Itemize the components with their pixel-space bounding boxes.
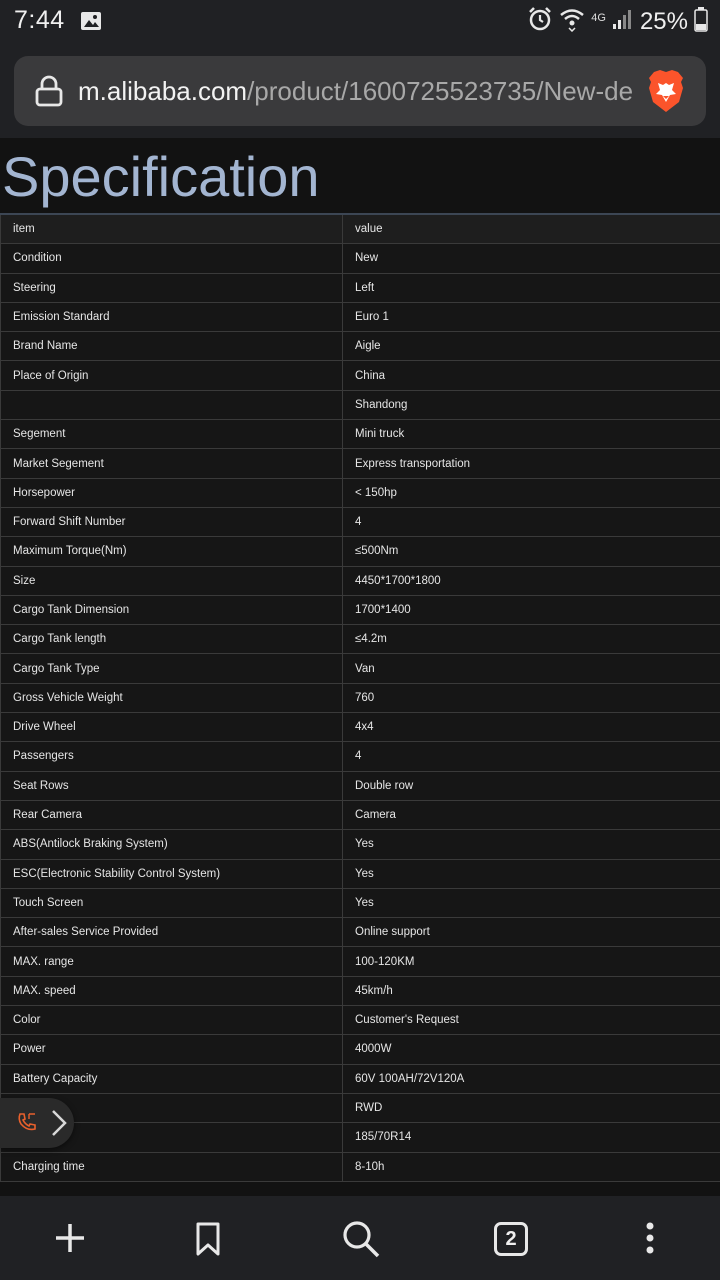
- brave-shields-icon[interactable]: [646, 68, 686, 119]
- row-value-cell: Shandong: [343, 390, 720, 419]
- row-value-cell: 4: [343, 507, 720, 536]
- row-item-cell: Gross Vehicle Weight: [1, 683, 343, 712]
- table-row: [1, 595, 720, 624]
- header-item: item: [1, 214, 343, 244]
- table-row: [1, 800, 720, 829]
- url-text[interactable]: [78, 76, 640, 107]
- table-row: [1, 1035, 720, 1064]
- row-value-cell: Euro 1: [343, 302, 720, 331]
- table-row: [1, 420, 720, 449]
- row-value-cell: Express transportation: [343, 449, 720, 478]
- row-value-cell: 4: [343, 742, 720, 771]
- row-value-cell: Camera: [343, 800, 720, 829]
- table-row: [1, 947, 720, 976]
- table-row: [1, 976, 720, 1005]
- row-value-cell: < 150hp: [343, 478, 720, 507]
- row-item-cell: Cargo Tank Type: [1, 654, 343, 683]
- phone-call-icon[interactable]: [16, 1111, 38, 1138]
- table-row: [1, 1093, 720, 1122]
- row-item-cell: Seat Rows: [1, 771, 343, 800]
- row-value-cell: ≤4.2m: [343, 625, 720, 654]
- address-bar[interactable]: [14, 56, 706, 126]
- row-item-cell: Place of Origin: [1, 361, 343, 390]
- table-row: [1, 273, 720, 302]
- row-item-cell: ABS(Antilock Braking System): [1, 830, 343, 859]
- table-row: [1, 683, 720, 712]
- gallery-notification-icon: [80, 10, 102, 37]
- row-value-cell: 100-120KM: [343, 947, 720, 976]
- row-value-cell: Double row: [343, 771, 720, 800]
- row-value-cell: ≤500Nm: [343, 537, 720, 566]
- floating-call-widget[interactable]: [0, 1098, 74, 1148]
- specification-table: [0, 213, 720, 1182]
- row-item-cell: [1, 390, 343, 419]
- row-item-cell: Forward Shift Number: [1, 507, 343, 536]
- table-row: [1, 742, 720, 771]
- row-item-cell: Cargo Tank length: [1, 625, 343, 654]
- network-type: 4G: [591, 11, 606, 24]
- url-path: /product/1600725523735/New-de: [247, 76, 634, 106]
- row-value-cell: Yes: [343, 888, 720, 917]
- row-item-cell: Passengers: [1, 742, 343, 771]
- header-value: value: [343, 214, 720, 244]
- row-value-cell: China: [343, 361, 720, 390]
- row-item-cell: MAX. speed: [1, 976, 343, 1005]
- row-value-cell: 1700*1400: [343, 595, 720, 624]
- row-item-cell: Cargo Tank Dimension: [1, 595, 343, 624]
- row-item-cell: Color: [1, 1006, 343, 1035]
- table-row: [1, 1064, 720, 1093]
- row-item-cell: MAX. range: [1, 947, 343, 976]
- search-icon[interactable]: [338, 1216, 382, 1260]
- row-item-cell: Steering: [1, 273, 343, 302]
- table-row: [1, 1123, 720, 1152]
- browser-toolbar: [0, 46, 720, 138]
- row-item-cell: Rear Camera: [1, 800, 343, 829]
- table-row: [1, 537, 720, 566]
- table-row: [1, 390, 720, 419]
- row-item-cell: Brand Name: [1, 332, 343, 361]
- row-value-cell: 185/70R14: [343, 1123, 720, 1152]
- chevron-right-icon[interactable]: [50, 1108, 68, 1143]
- table-row: [1, 654, 720, 683]
- row-item-cell: Touch Screen: [1, 888, 343, 917]
- row-item-cell: Segement: [1, 420, 343, 449]
- table-header-row: [1, 214, 720, 244]
- row-value-cell: Customer's Request: [343, 1006, 720, 1035]
- row-value-cell: Aigle: [343, 332, 720, 361]
- row-item-cell: Size: [1, 566, 343, 595]
- row-value-cell: 4000W: [343, 1035, 720, 1064]
- status-bar: [0, 0, 720, 46]
- new-tab-plus-icon[interactable]: [48, 1216, 92, 1260]
- more-menu-icon[interactable]: [628, 1216, 672, 1260]
- battery-icon: [694, 6, 708, 37]
- row-value-cell: 8-10h: [343, 1152, 720, 1181]
- row-value-cell: Online support: [343, 918, 720, 947]
- row-item-cell: After-sales Service Provided: [1, 918, 343, 947]
- table-row: [1, 361, 720, 390]
- row-value-cell: Yes: [343, 859, 720, 888]
- row-value-cell: 760: [343, 683, 720, 712]
- row-value-cell: New: [343, 244, 720, 273]
- table-row: [1, 713, 720, 742]
- table-row: [1, 449, 720, 478]
- row-item-cell: Battery Capacity: [1, 1064, 343, 1093]
- tab-switcher-button[interactable]: 2: [494, 1222, 528, 1256]
- battery-percentage: 25%: [639, 7, 688, 35]
- page-title: Specification: [2, 145, 320, 208]
- row-value-cell: 45km/h: [343, 976, 720, 1005]
- table-row: [1, 830, 720, 859]
- url-host: m.alibaba.com: [78, 76, 248, 106]
- table-row: [1, 888, 720, 917]
- row-value-cell: Van: [343, 654, 720, 683]
- table-row: [1, 771, 720, 800]
- row-value-cell: Left: [343, 273, 720, 302]
- signal-icon: [612, 8, 634, 35]
- browser-bottom-bar: [0, 1196, 720, 1280]
- table-row: [1, 1152, 720, 1181]
- table-row: [1, 566, 720, 595]
- row-value-cell: RWD: [343, 1093, 720, 1122]
- bookmark-icon[interactable]: [186, 1216, 230, 1260]
- alarm-icon: [527, 6, 553, 37]
- wifi-icon: [559, 6, 585, 37]
- table-row: [1, 302, 720, 331]
- table-row: [1, 332, 720, 361]
- status-right-group: [527, 6, 708, 37]
- row-item-cell: ESC(Electronic Stability Control System): [1, 859, 343, 888]
- table-row: [1, 918, 720, 947]
- row-item-cell: Charging time: [1, 1152, 343, 1181]
- row-item-cell: Maximum Torque(Nm): [1, 537, 343, 566]
- row-item-cell: Emission Standard: [1, 302, 343, 331]
- row-item-cell: Condition: [1, 244, 343, 273]
- row-value-cell: 4450*1700*1800: [343, 566, 720, 595]
- table-row: [1, 507, 720, 536]
- row-value-cell: 60V 100AH/72V120A: [343, 1064, 720, 1093]
- row-item-cell: Drive Wheel: [1, 713, 343, 742]
- row-item-cell: Horsepower: [1, 478, 343, 507]
- table-row: [1, 859, 720, 888]
- table-row: [1, 478, 720, 507]
- status-time: 7:44: [14, 6, 65, 34]
- row-item-cell: Power: [1, 1035, 343, 1064]
- table-row: [1, 625, 720, 654]
- row-item-cell: Market Segement: [1, 449, 343, 478]
- row-value-cell: Yes: [343, 830, 720, 859]
- row-value-cell: Mini truck: [343, 420, 720, 449]
- lock-icon[interactable]: [34, 75, 64, 112]
- page-content: [0, 138, 720, 1196]
- row-value-cell: 4x4: [343, 713, 720, 742]
- table-row: [1, 244, 720, 273]
- table-row: [1, 1006, 720, 1035]
